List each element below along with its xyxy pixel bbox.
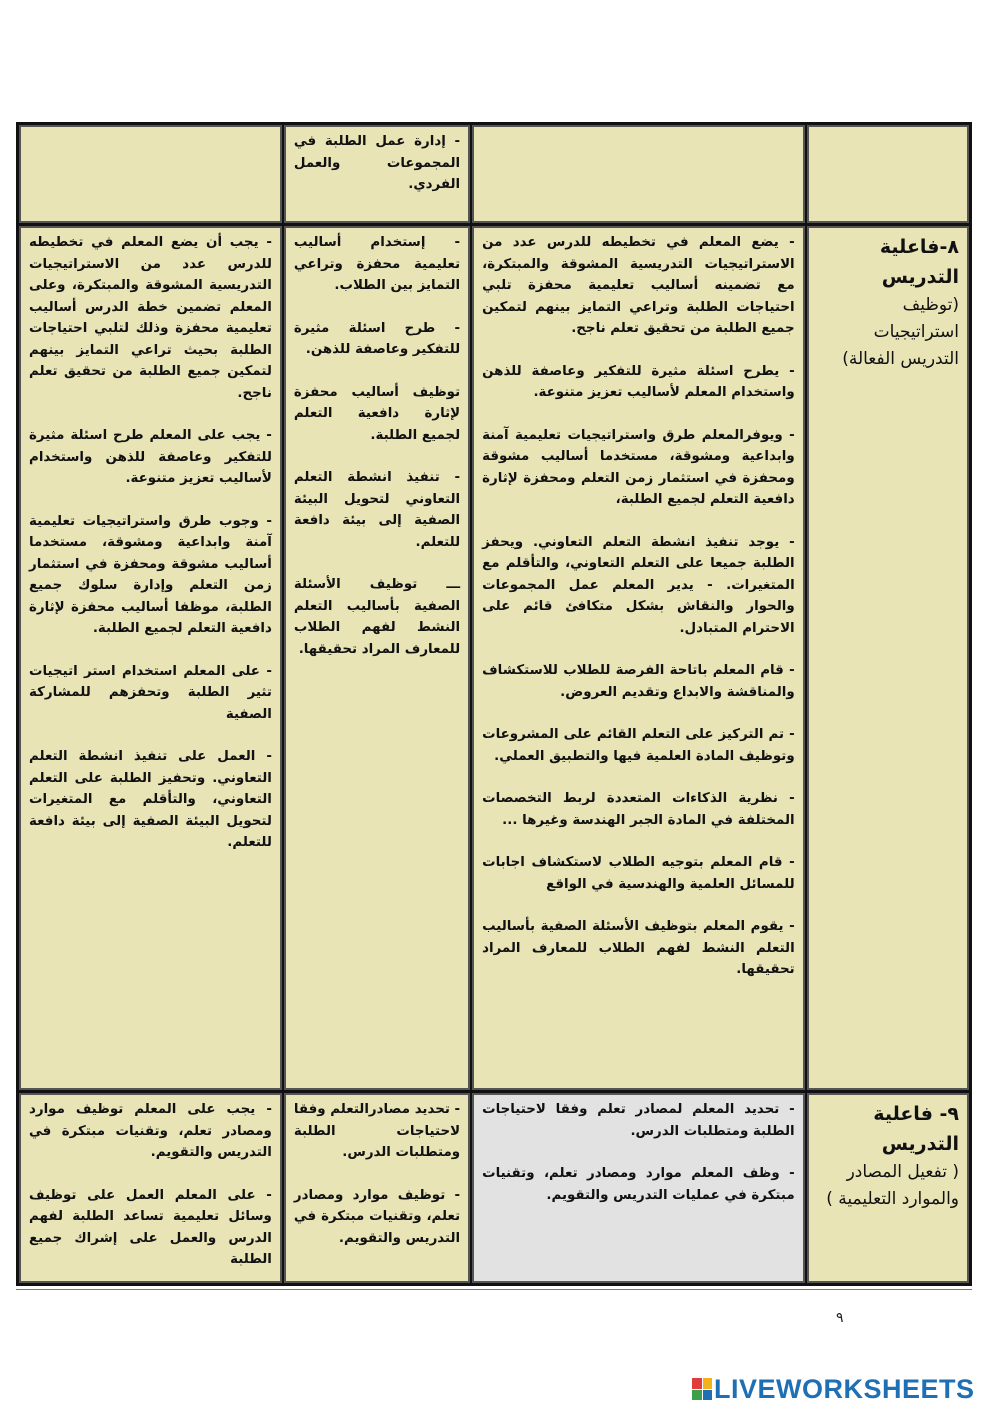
indicator-item: - إستخدام أساليب تعليمية محفزة وتراعي التمايز بين الطلاب.: [293, 235, 461, 293]
recommendation-item: - على المعلم استخدام استر اتيجيات تثير الطلبة وتحفزهم للمشاركة الصفية: [29, 663, 272, 722]
criterion-subtitle: (توظيف استراتيجيات التدريس الفعالة): [842, 295, 959, 369]
observed-item: - نظرية الذكاءات المتعددة لربط التخصصات المختلفة في المادة الجبر الهندسة وغيرها ...: [482, 791, 795, 828]
indicators-cell: [284, 125, 470, 223]
observed-cell: [472, 226, 805, 1090]
indicators-cell: [284, 1093, 470, 1283]
page-number: ٩: [836, 1310, 844, 1326]
observed-item: - ويوفرالمعلم طرق واستراتيجيات تعليمية آمنة وابداعية ومشوقة، مستخدما أساليب مشوقة ومحفزة في استثمار زمن التعلم ومحفزة لإثارة دافعية التعلم لجميع الطلبة،: [482, 427, 795, 507]
footer-divider: [16, 1289, 972, 1290]
criterion-cell: [807, 1093, 969, 1283]
indicator-item: - تحديد مصادرالتعلم وفقا لاحتياجات الطلبة ومتطلبات الدرس.: [293, 1102, 461, 1160]
table-row: [19, 226, 969, 1090]
table-row: [19, 1093, 969, 1283]
observed-item: - يوجد تنفيذ انشطة التعلم التعاوني. ويحفز الطلبة جميعا على التعلم التعاوني، والتأقلم مع المتغيرات. - يدير المعلم عمل المجموعات والحوار والنقاش بشكل متكافئ قائم على الاحترام المتبادل.: [482, 534, 795, 636]
recommendation-item: - يجب على المعلم طرح اسئلة مثيرة للتفكير وعاصفة للذهن واستخدام لأساليب تعزيز متنوعة.: [29, 428, 272, 486]
criterion-cell: [807, 125, 969, 223]
recommendations-cell: [19, 125, 282, 223]
observed-cell: [472, 1093, 805, 1283]
liveworksheets-brand[interactable]: [692, 1373, 975, 1404]
indicator-item: - طرح اسئلة مثيرة للتفكير وعاصفة للذهن.: [293, 320, 461, 357]
criterion-title: ٩- فاعلية التدريس: [873, 1103, 959, 1155]
observed-item: - يضع المعلم في تخطيطه للدرس عدد من الاستراتيجيات التدريسية المشوقة والمبتكرة، مع تضمينه أساليب تعليمية محفزة تلبي احتياجات الطلبة وتراعي التمايز بينهم لتمكين جميع الطلبة من تحقيق تعلم ناجح.: [482, 235, 795, 336]
recommendation-item: - العمل على تنفيذ انشطة التعلم التعاوني. وتحفيز الطلبة على التعلم التعاوني، والتأقلم مع المتغيرات لتحويل البيئة الصفية إلى بيئة دافعة للتعلم.: [29, 749, 272, 850]
evaluation-table: [16, 122, 972, 1286]
table-row: [19, 125, 969, 223]
observed-cell: [472, 125, 805, 223]
liveworksheets-logo-icon: [692, 1378, 712, 1400]
recommendation-item: - وجوب طرق واستراتيجيات تعليمية آمنة وابداعية ومشوقة، مستخدما أساليب مشوقة ومحفزة في استثمار زمن التعلم وإدارة سلوك جميع الطلبة، موظفا أساليب محفزة لإثارة دافعية التعلم لجميع الطلبة.: [29, 513, 272, 636]
criterion-subtitle: ( تفعيل المصادر والموارد التعليمية ): [826, 1162, 959, 1209]
recommendation-item: - على المعلم العمل على توظيف وسائل تعليمية تساعد الطلبة لفهم الدرس والعمل على إشراك جميع الطلبة: [29, 1187, 272, 1267]
observed-item: - قام المعلم باتاحة الفرصة للطلاب للاستكشاف والمناقشة والابداع وتقديم العروض.: [482, 663, 795, 700]
observed-item: - يطرح اسئلة مثيرة للتفكير وعاصفة للذهن واستخدام المعلم لأساليب تعزيز متنوعة.: [482, 363, 795, 400]
brand-name: LIVEWORKSHEETS: [714, 1373, 975, 1404]
indicator-item: ـــ توظيف الأسئلة الصفية بأساليب التعلم النشط لفهم الطلاب للمعارف المراد تحقيقها.: [293, 577, 461, 657]
observed-item: - قام المعلم بتوجيه الطلاب لاستكشاف اجابات للمسائل العلمية والهندسية في الواقع: [482, 855, 795, 892]
recommendations-cell: [19, 1093, 282, 1283]
indicator-item: - إدارة عمل الطلبة في المجموعات والعمل الفردي.: [293, 134, 461, 192]
criterion-title: ٨-فاعلية التدريس: [879, 236, 959, 288]
recommendation-item: - يجب على المعلم توظيف موارد ومصادر تعلم، وتقنيات مبتكرة في التدريس والتقويم.: [29, 1102, 272, 1160]
recommendations-cell: [19, 226, 282, 1090]
observed-item: - يقوم المعلم بتوظيف الأسئلة الصفية بأساليب التعلم النشط لفهم الطلاب للمعارف المراد تحقيقها.: [482, 919, 795, 977]
indicators-cell: [284, 226, 470, 1090]
criterion-cell: [807, 226, 969, 1090]
indicator-item: - توظيف موارد ومصادر تعلم، وتقنيات مبتكرة في التدريس والتقويم.: [293, 1187, 461, 1246]
observed-item: - تحديد المعلم لمصادر تعلم وفقا لاحتياجات الطلبة ومتطلبات الدرس.: [482, 1102, 795, 1139]
indicator-item: توظيف أساليب محفزة لإثارة دافعية التعلم لجميع الطلبة.: [293, 384, 461, 443]
recommendation-item: - يجب أن يضع المعلم في تخطيطه للدرس عدد من الاستراتيجيات التدريسية المشوقة والمبتكرة، وعلى المعلم تضمين خطة الدرس أساليب تعليمية محفزة وذلك لتلبي احتياجات الطلبة بحيث تراعي التمايز بينهم لتمكين جميع الطلبة من تحقيق تعلم ناجح.: [29, 235, 272, 401]
observed-item: - وظف المعلم موارد ومصادر تعلم، وتقنيات مبتكرة في عمليات التدريس والتقويم.: [482, 1166, 795, 1203]
observed-item: - تم التركيز على التعلم القائم على المشروعات وتوظيف المادة العلمية فيها والتطبيق العملي.: [482, 727, 795, 764]
indicator-item: - تنفيذ انشطة التعلم التعاوني لتحويل البيئة الصفية إلى بيئة دافعة للتعلم.: [293, 470, 461, 550]
